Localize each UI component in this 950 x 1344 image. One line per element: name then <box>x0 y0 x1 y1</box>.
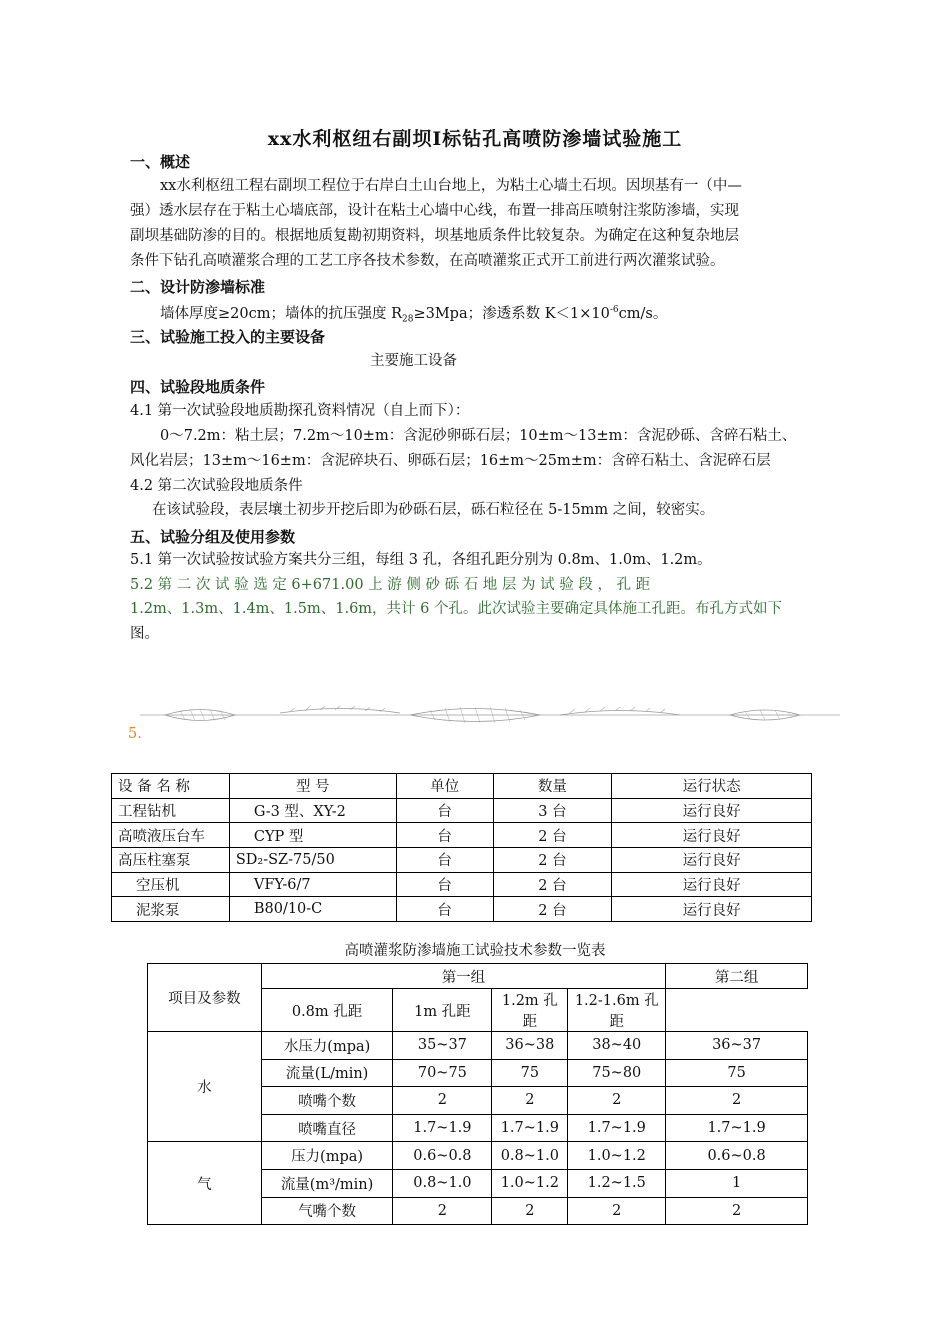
cell: 2 台 <box>493 848 612 873</box>
header-group-2: 第二组 <box>666 964 808 989</box>
orange-marker: 5. <box>128 726 142 742</box>
cell: 36~38 <box>492 1032 568 1060</box>
cell: 0.8~1.0 <box>393 1169 492 1197</box>
cell: 75~80 <box>568 1059 666 1087</box>
cell: SD₂-SZ-75/50 <box>229 848 396 873</box>
heading-equipment: 三、试验施工投入的主要设备 <box>130 328 326 346</box>
cell: 2 台 <box>493 823 612 848</box>
heading-design-standard: 二、设计防渗墙标准 <box>130 278 266 296</box>
cell: 75 <box>666 1059 808 1087</box>
table-row <box>112 798 812 823</box>
cell: 工程钻机 <box>112 798 230 823</box>
grouping-line-1: 5.1 第一次试验按试验方案共分三组，每组 3 孔，各组孔距分别为 0.8m、1.0m、1.2m。 <box>130 552 712 568</box>
header-spacing: 0.8m 孔距 <box>261 989 393 1032</box>
cell: 泥浆泵 <box>112 897 230 922</box>
overview-line-4: 条件下钻孔高喷灌浆合理的工艺工序各技术参数，在高喷灌浆正式开工前进行两次灌浆试验。 <box>130 253 725 269</box>
cell: 气嘴个数 <box>261 1197 393 1225</box>
cell: 2 <box>568 1197 666 1225</box>
table-row <box>112 872 812 897</box>
header-name: 设 备 名 称 <box>112 774 230 799</box>
table-row <box>112 823 812 848</box>
cell: 36~37 <box>666 1032 808 1060</box>
header-spacing: 1m 孔距 <box>393 989 492 1032</box>
params-table <box>147 963 808 1225</box>
table-row <box>148 1142 808 1170</box>
cell: 运行良好 <box>612 872 812 897</box>
geology-line-5: 在该试验段，表层壤土初步开挖后即为砂砾石层，砾石粒径在 5-15mm 之间，较密实。 <box>152 502 715 518</box>
cell: 流量(L/min) <box>261 1059 393 1087</box>
cell: 台 <box>396 798 493 823</box>
cell: 2 <box>666 1197 808 1225</box>
cell: 空压机 <box>112 872 230 897</box>
heading-grouping: 五、试验分组及使用参数 <box>130 528 296 546</box>
geology-line-2: 0～7.2m：粘土层；7.2m～10±m：含泥砂卵砾石层；10±m～13±m：含泥砂砾、含碎石粘土、 <box>160 428 797 444</box>
air-label: 气 <box>148 1142 262 1225</box>
cell: 1.2~1.5 <box>568 1169 666 1197</box>
cell: 75 <box>492 1059 568 1087</box>
cell: 台 <box>396 848 493 873</box>
cell: 1.7~1.9 <box>568 1114 666 1142</box>
cell: 压力(mpa) <box>261 1142 393 1170</box>
cell: 喷嘴个数 <box>261 1087 393 1115</box>
header-spacing: 1.2-1.6m 孔距 <box>568 989 666 1032</box>
table-row <box>112 848 812 873</box>
cell: 高喷液压台车 <box>112 823 230 848</box>
header-item: 项目及参数 <box>148 964 262 1032</box>
cell: 0.8~1.0 <box>492 1142 568 1170</box>
cell: 3 台 <box>493 798 612 823</box>
geology-line-1: 4.1 第一次试验段地质勘探孔资料情况（自上而下）： <box>130 403 470 419</box>
grouping-line-3: 1.2m、1.3m、1.4m、1.5m、1.6m，共计 6 个孔。此次试验主要确定具体施工孔距。布孔方式如下 <box>130 601 782 617</box>
overview-line-3: 副坝基础防渗的目的。根据地质复勘初期资料，坝基地质条件比较复杂。为确定在这种复杂地层 <box>130 228 739 244</box>
cell: 2 <box>492 1197 568 1225</box>
cell: CYP 型 <box>229 823 396 848</box>
geology-line-4: 4.2 第二次试验段地质条件 <box>130 478 303 494</box>
heading-overview: 一、概述 <box>130 153 191 171</box>
cell: 2 台 <box>493 872 612 897</box>
cell: 35~37 <box>393 1032 492 1060</box>
cell: 台 <box>396 823 493 848</box>
cell: 1.7~1.9 <box>666 1114 808 1142</box>
cell: 70~75 <box>393 1059 492 1087</box>
divider-ornament <box>140 700 840 730</box>
cell: 2 台 <box>493 897 612 922</box>
cell: 0.6~0.8 <box>393 1142 492 1170</box>
cell: 台 <box>396 897 493 922</box>
cell: VFY-6/7 <box>229 872 396 897</box>
overview-line-1: xx水利枢纽工程右副坝工程位于右岸白土山台地上，为粘土心墙土石坝。因坝基有一（中— <box>160 178 742 194</box>
cell: 38~40 <box>568 1032 666 1060</box>
cell: 运行良好 <box>612 823 812 848</box>
geology-line-3: 风化岩层；13±m～16±m：含泥碎块石、卵砾石层；16±m～25m±m：含碎石粘土、含泥碎石层 <box>130 453 771 469</box>
water-label: 水 <box>148 1032 262 1142</box>
cell: 1.7~1.9 <box>492 1114 568 1142</box>
cell: 1.0~1.2 <box>492 1169 568 1197</box>
cell: G-3 型、XY-2 <box>229 798 396 823</box>
document-title: xx水利枢纽右副坝Ⅰ标钻孔高喷防渗墙试验施工 <box>267 128 683 150</box>
grouping-line-2: 5.2 第 二 次 试 验 选 定 6+671.00 上 游 侧 砂 砾 石 地 层 为 试 验 段 ， 孔 距 <box>130 577 651 593</box>
cell: 0.6~0.8 <box>666 1142 808 1170</box>
cell: 2 <box>666 1087 808 1115</box>
cell: 流量(m³/min) <box>261 1169 393 1197</box>
cell: 2 <box>393 1087 492 1115</box>
table-row <box>112 897 812 922</box>
overview-line-2: 强）透水层存在于粘土心墙底部，设计在粘土心墙中心线，布置一排高压喷射注浆防渗墙，实现 <box>130 203 739 219</box>
params-header-row-1 <box>148 964 808 989</box>
cell: B80/10-C <box>229 897 396 922</box>
cell: 1.7~1.9 <box>393 1114 492 1142</box>
cell: 高压柱塞泵 <box>112 848 230 873</box>
params-caption: 高喷灌浆防渗墙施工试验技术参数一览表 <box>344 943 606 959</box>
header-status: 运行状态 <box>612 774 812 799</box>
cell: 运行良好 <box>612 897 812 922</box>
table-row <box>148 1032 808 1060</box>
header-unit: 单位 <box>396 774 493 799</box>
cell: 喷嘴直径 <box>261 1114 393 1142</box>
equipment-caption: 主要施工设备 <box>370 353 457 369</box>
header-spacing: 1.2m 孔距 <box>492 989 568 1032</box>
cell: 运行良好 <box>612 848 812 873</box>
cell: 运行良好 <box>612 798 812 823</box>
cell: 台 <box>396 872 493 897</box>
grouping-line-4: 图。 <box>130 626 159 642</box>
equipment-header-row <box>112 774 812 799</box>
header-group-1: 第一组 <box>261 964 666 989</box>
cell: 2 <box>568 1087 666 1115</box>
cell: 水压力(mpa) <box>261 1032 393 1060</box>
cell: 2 <box>393 1197 492 1225</box>
header-model: 型 号 <box>229 774 396 799</box>
header-qty: 数量 <box>493 774 612 799</box>
equipment-table <box>111 773 812 922</box>
cell: 2 <box>492 1087 568 1115</box>
cell: 1 <box>666 1169 808 1197</box>
heading-geology: 四、试验段地质条件 <box>130 378 266 396</box>
design-standard-text: 墙体厚度≥20cm；墙体的抗压强度 $R_{28}\ge 3Mpa$；渗透系数 $K<1\times 10^{-6}cm/s$。 <box>160 305 668 325</box>
cell: 1.0~1.2 <box>568 1142 666 1170</box>
